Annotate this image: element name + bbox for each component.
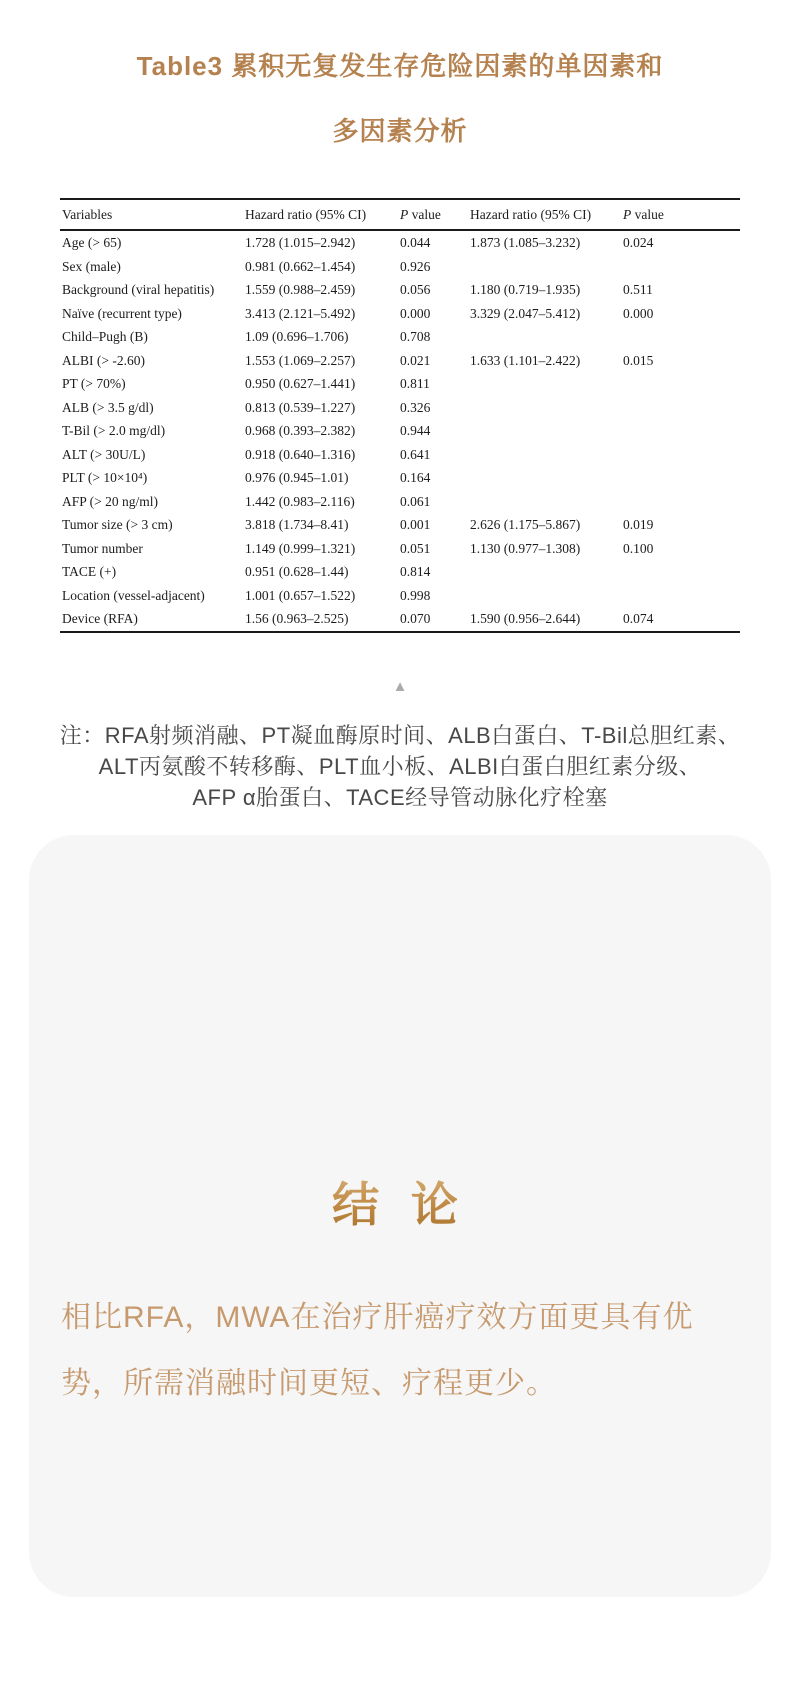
cell-hr-univariate: 0.918 (0.640–1.316) (245, 446, 356, 462)
cell-hr-multivariate (470, 255, 623, 279)
cell-variable: Location (vessel-adjacent) (62, 587, 205, 603)
cell-variable: Child–Pugh (B) (62, 329, 148, 344)
cell-p-multivariate (623, 466, 740, 490)
cell-p-univariate: 0.708 (400, 329, 431, 344)
collapse-triangle-icon: ▲ (392, 677, 408, 695)
cell-p-multivariate (623, 372, 740, 396)
cell-p-multivariate: 0.100 (623, 540, 654, 556)
cell-p-multivariate (623, 255, 740, 279)
table-row (60, 349, 740, 373)
cell-hr-univariate: 1.559 (0.988–2.459) (245, 282, 356, 297)
footnote-line: AFP α胎蛋白、TACE经导管动脉化疗栓塞 (192, 784, 608, 810)
table-row (60, 419, 740, 443)
cell-hr-univariate: 0.976 (0.945–1.01) (245, 470, 349, 485)
table-row (60, 230, 740, 255)
cell-hr-multivariate (470, 396, 623, 420)
cell-hr-univariate: 0.950 (0.627–1.441) (245, 376, 356, 391)
table-row (60, 513, 740, 537)
table-row (60, 325, 740, 349)
hazard-ratio-table (60, 198, 740, 633)
cell-hr-univariate: 3.818 (1.734–8.41) (245, 517, 349, 532)
table-footnote (0, 720, 800, 813)
cell-p-univariate: 0.021 (400, 352, 431, 368)
table-header-row (60, 199, 740, 230)
table-title (0, 0, 800, 148)
cell-p-univariate: 0.811 (400, 376, 430, 391)
table-row (60, 396, 740, 420)
cell-p-univariate: 0.061 (400, 493, 431, 509)
conclusion-line: 相比RFA，MWA在治疗肝癌疗效方面更具有优 (61, 1300, 694, 1334)
conclusion-body (61, 1285, 739, 1417)
cell-p-multivariate (623, 490, 740, 514)
table-row (60, 443, 740, 467)
cell-hr-univariate: 0.951 (0.628–1.44) (245, 564, 349, 579)
cell-p-multivariate: 0.511 (623, 282, 653, 297)
cell-hr-multivariate (470, 584, 623, 608)
col-header-hr-univariate: Hazard ratio (95% CI) (245, 199, 400, 230)
cell-variable: PT (> 70%) (62, 376, 126, 391)
cell-p-univariate: 0.044 (400, 235, 431, 250)
cell-hr-univariate: 0.981 (0.662–1.454) (245, 258, 356, 274)
cell-hr-multivariate (470, 466, 623, 490)
table-row (60, 560, 740, 584)
cell-p-univariate: 0.926 (400, 258, 431, 274)
cell-hr-multivariate: 1.130 (0.977–1.308) (470, 540, 581, 556)
cell-p-multivariate (623, 443, 740, 467)
cell-p-univariate: 0.998 (400, 587, 431, 603)
footnote-line: 注：RFA射频消融、PT凝血酶原时间、ALB白蛋白、T-Bil总胆红素、 (59, 722, 741, 748)
cell-variable: PLT (> 10×10⁴) (62, 470, 148, 485)
cell-p-multivariate (623, 396, 740, 420)
cell-hr-univariate: 1.149 (0.999–1.321) (245, 540, 356, 556)
cell-hr-multivariate (470, 560, 623, 584)
cell-hr-multivariate: 2.626 (1.175–5.867) (470, 517, 581, 532)
table-title-line1: Table3 累积无复发生存危险因素的单因素和 (136, 51, 664, 81)
cell-variable: Tumor number (62, 540, 143, 556)
cell-variable: ALBI (> -2.60) (62, 352, 145, 368)
table-row (60, 490, 740, 514)
cell-variable: Background (viral hepatitis) (62, 282, 215, 297)
cell-variable: ALB (> 3.5 g/dl) (62, 399, 154, 415)
cell-hr-multivariate: 3.329 (2.047–5.412) (470, 305, 581, 321)
table-row (60, 584, 740, 608)
cell-hr-univariate: 1.553 (1.069–2.257) (245, 352, 356, 368)
cell-hr-multivariate (470, 443, 623, 467)
cell-hr-multivariate (470, 490, 623, 514)
cell-p-univariate: 0.814 (400, 564, 431, 579)
table-row (60, 255, 740, 279)
cell-p-univariate: 0.001 (400, 517, 431, 532)
cell-p-univariate: 0.051 (400, 540, 431, 556)
cell-p-multivariate: 0.024 (623, 235, 654, 250)
cell-p-univariate: 0.326 (400, 399, 431, 415)
cell-hr-univariate: 1.442 (0.983–2.116) (245, 493, 355, 509)
cell-p-multivariate (623, 584, 740, 608)
cell-hr-multivariate (470, 372, 623, 396)
col-header-variables: Variables (60, 199, 245, 230)
cell-hr-univariate: 1.001 (0.657–1.522) (245, 587, 356, 603)
cell-hr-univariate: 1.728 (1.015–2.942) (245, 235, 356, 250)
table-title-line2: 多因素分析 (332, 116, 468, 146)
cell-p-univariate: 0.070 (400, 611, 431, 626)
cell-p-multivariate: 0.015 (623, 352, 654, 368)
table-row (60, 537, 740, 561)
table-row (60, 372, 740, 396)
cell-hr-multivariate: 1.873 (1.085–3.232) (470, 235, 581, 250)
cell-variable: Tumor size (> 3 cm) (62, 517, 173, 532)
cell-variable: AFP (> 20 ng/ml) (62, 493, 158, 509)
col-header-p-multivariate: P value (623, 199, 740, 230)
conclusion-line: 势，所需消融时间更短、疗程更少。 (61, 1366, 557, 1400)
cell-p-univariate: 0.000 (400, 305, 431, 321)
cell-p-multivariate: 0.074 (623, 611, 654, 626)
cell-p-multivariate (623, 560, 740, 584)
cell-variable: Age (> 65) (62, 235, 122, 250)
cell-p-multivariate: 0.019 (623, 517, 654, 532)
cell-p-univariate: 0.056 (400, 282, 431, 297)
cell-hr-univariate: 1.56 (0.963–2.525) (245, 611, 349, 626)
cell-p-multivariate: 0.000 (623, 305, 654, 321)
table-row (60, 278, 740, 302)
table-row (60, 302, 740, 326)
col-header-p-univariate: P value (400, 199, 470, 230)
cell-variable: Sex (male) (62, 258, 121, 274)
cell-hr-univariate: 1.09 (0.696–1.706) (245, 329, 349, 344)
conclusion-heading: 结 论 (61, 1168, 739, 1235)
cell-variable: Naïve (recurrent type) (62, 305, 182, 321)
cell-hr-multivariate: 1.590 (0.956–2.644) (470, 611, 581, 626)
table-row (60, 607, 740, 632)
cell-hr-univariate: 0.968 (0.393–2.382) (245, 423, 356, 438)
table-row (60, 466, 740, 490)
cell-hr-multivariate: 1.633 (1.101–2.422) (470, 352, 581, 368)
cell-hr-univariate: 0.813 (0.539–1.227) (245, 399, 356, 415)
cell-p-univariate: 0.944 (400, 423, 431, 438)
cell-p-multivariate (623, 325, 740, 349)
cell-variable: ALT (> 30U/L) (62, 446, 146, 462)
footnote-line: ALT丙氨酸不转移酶、PLT血小板、ALBI白蛋白胆红素分级、 (98, 753, 702, 779)
cell-hr-multivariate (470, 419, 623, 443)
cell-variable: T-Bil (> 2.0 mg/dl) (62, 423, 166, 438)
cell-p-multivariate (623, 419, 740, 443)
cell-variable: Device (RFA) (62, 611, 138, 626)
cell-hr-multivariate (470, 325, 623, 349)
col-header-hr-multivariate: Hazard ratio (95% CI) (470, 199, 623, 230)
cell-hr-univariate: 3.413 (2.121–5.492) (245, 305, 356, 321)
cell-hr-multivariate: 1.180 (0.719–1.935) (470, 282, 581, 297)
conclusion-card (29, 835, 771, 1597)
cell-p-univariate: 0.641 (400, 446, 431, 462)
cell-p-univariate: 0.164 (400, 470, 431, 485)
cell-variable: TACE (+) (62, 564, 117, 579)
